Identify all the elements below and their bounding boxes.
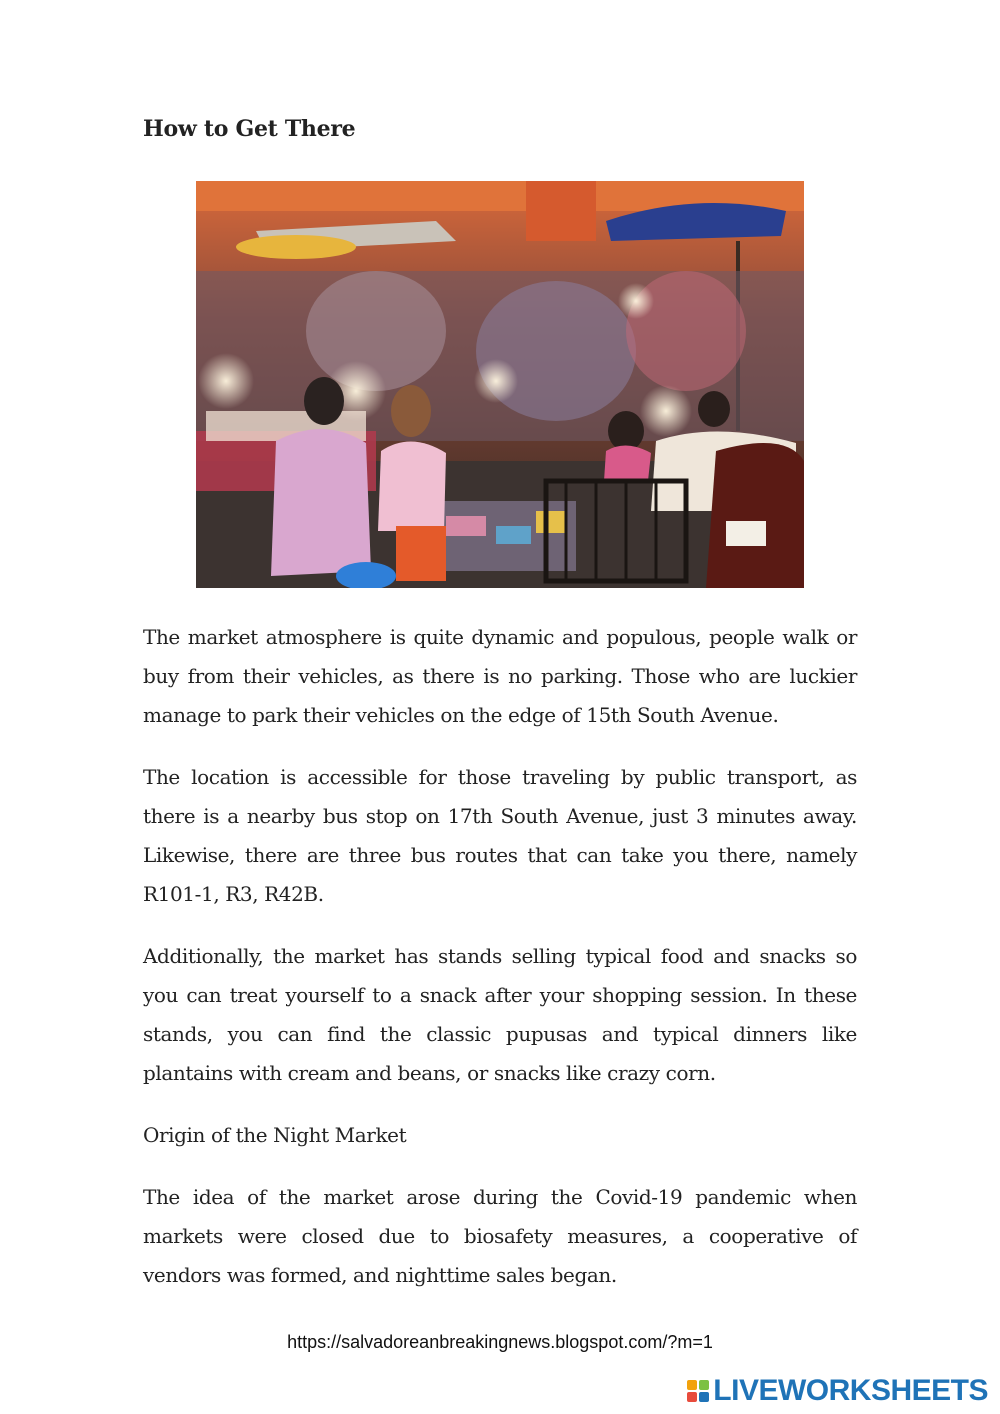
logo-square-2 bbox=[699, 1380, 709, 1390]
liveworksheets-logo bbox=[687, 1374, 988, 1408]
article-body bbox=[143, 618, 857, 1318]
logo-square-3 bbox=[687, 1392, 697, 1402]
section-title: How to Get There bbox=[143, 116, 356, 142]
logo-square-1 bbox=[687, 1380, 697, 1390]
source-url: https://salvadoreanbreakingnews.blogspot.com/?m=1 bbox=[287, 1332, 713, 1352]
night-market-photo bbox=[196, 181, 804, 588]
paragraph-origin: The idea of the market arose during the Covid-19 pandemic when markets were closed due to biosafety measures, a cooperative of vendors was formed, and nighttime sales began. bbox=[143, 1185, 857, 1287]
liveworksheets-logo-icon bbox=[687, 1380, 709, 1402]
logo-square-4 bbox=[699, 1392, 709, 1402]
paragraph-food: Additionally, the market has stands selling typical food and snacks so you can treat yourself to a snack after your shopping session. In these stands, you can find the classic pupusas and typical dinners like plantains with cream and beans, or snacks like crazy corn. bbox=[143, 944, 857, 1085]
origin-subheading: Origin of the Night Market bbox=[143, 1123, 407, 1147]
brand-name: LIVEWORKSHEETS bbox=[713, 1374, 988, 1407]
paragraph-atmosphere: The market atmosphere is quite dynamic and populous, people walk or buy from their vehicles, as there is no parking. Those who are luckier manage to park their vehicles on the edge of 15th South Avenue. bbox=[143, 625, 857, 727]
paragraph-transport: The location is accessible for those traveling by public transport, as there is a nearby bus stop on 17th South Avenue, just 3 minutes away. Likewise, there are three bus routes that can take you there, namely R101-1, R3, R42B. bbox=[143, 765, 857, 906]
